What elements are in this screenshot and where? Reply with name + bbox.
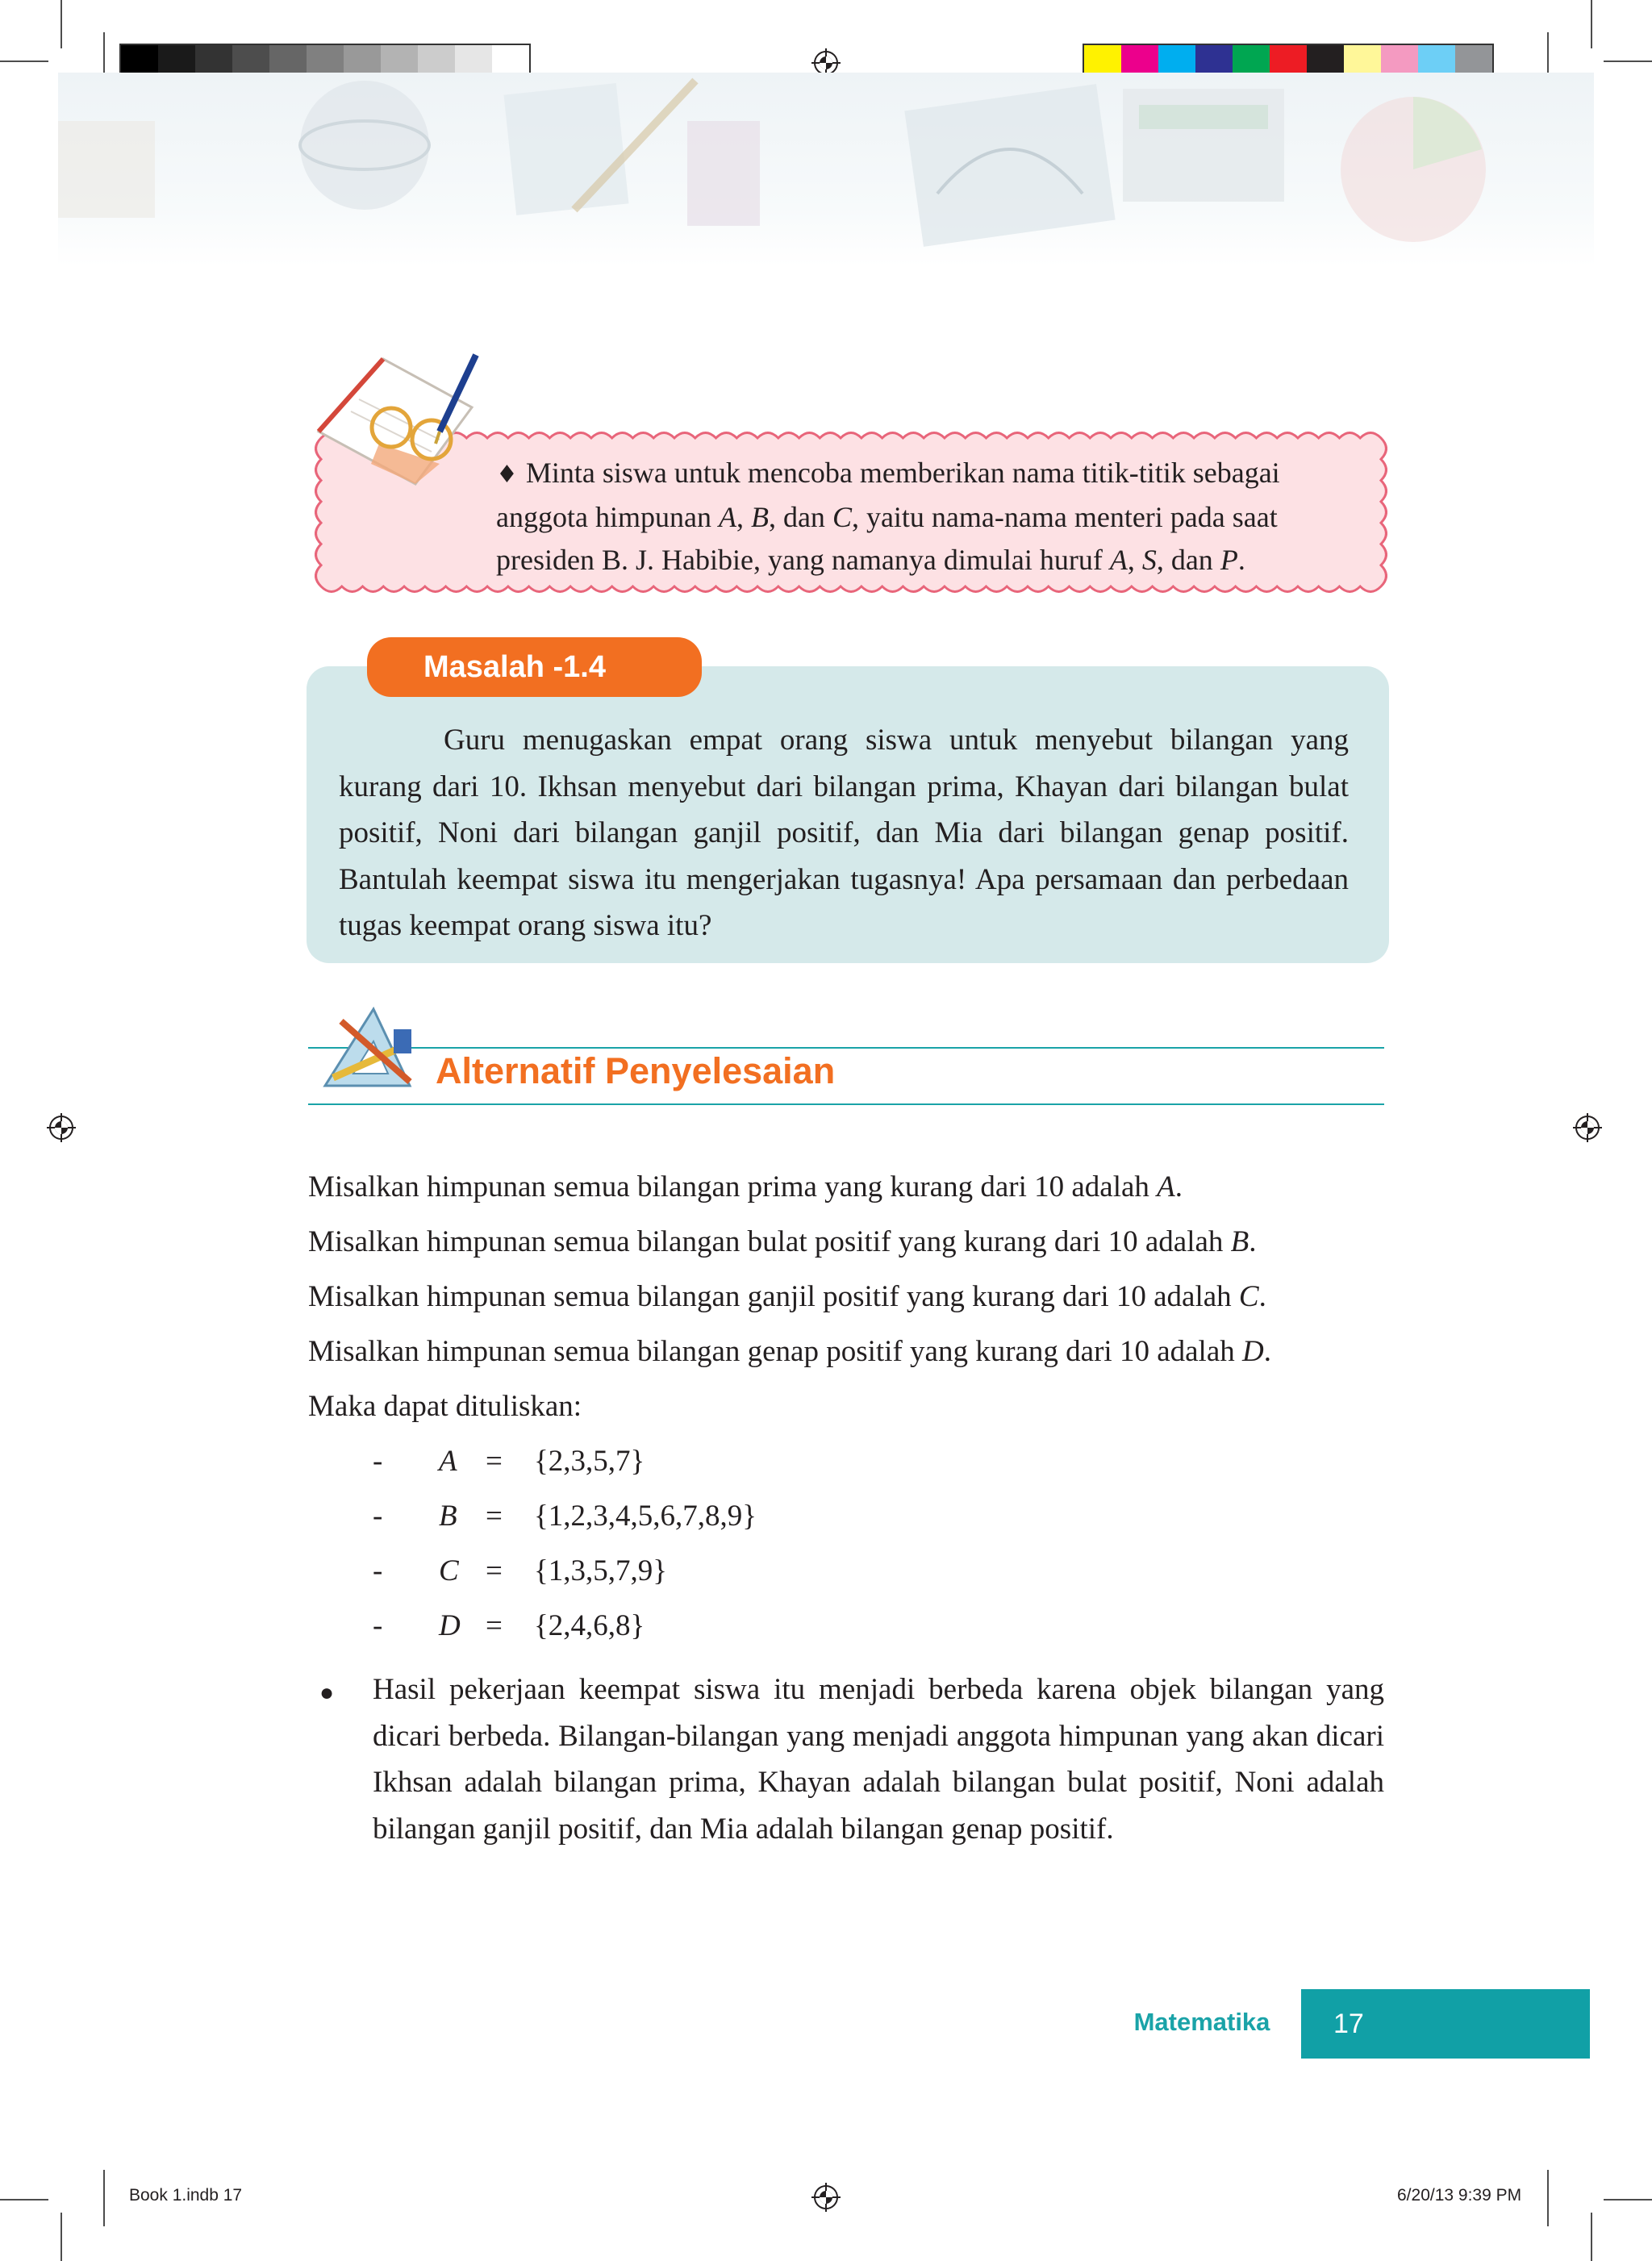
crop-mark [1604, 60, 1652, 62]
definition-text: Misalkan himpunan semua bilangan prima yang kurang dari 10 adalah [308, 1170, 1158, 1204]
note-text-fragment: , [1127, 544, 1142, 576]
header-illustration [58, 73, 1594, 266]
definition-end: . [1249, 1225, 1257, 1258]
bullet-icon: ● [319, 1679, 335, 1706]
set-variable: D [439, 1609, 461, 1642]
definition-line [308, 1168, 1183, 1207]
definition-text: Misalkan himpunan semua bilangan genap positif yang kurang dari 10 adalah [308, 1335, 1243, 1368]
definition-end: . [1174, 1170, 1183, 1204]
set-variable: C [832, 501, 852, 533]
math-tools-background-icon [58, 73, 1594, 266]
definition-line [308, 1223, 1257, 1262]
problem-tab-label: Masalah -1.4 [367, 637, 702, 697]
list-dash: - [373, 1554, 383, 1587]
list-dash: - [373, 1500, 383, 1533]
note-text-fragment: presiden B. J. Habibie, yang namanya dimulai huruf [496, 544, 1110, 576]
note-text-fragment: , yaitu nama-nama menteri pada saat [851, 501, 1278, 533]
definition-line [308, 1333, 1271, 1371]
equals-sign: = [486, 1500, 503, 1533]
explanation-paragraph: Hasil pekerjaan keempat siswa itu menjadi berbeda karena objek bilangan yang dicari berbeda. Bilangan-bilangan yang menjadi anggota himpunan yang akan dicari Ikhsan adalah bilangan prima, Khayan adalah bilangan bulat positif, Noni adalah bilangan ganjil positif, dan Mia adalah bilangan genap positif. [373, 1673, 1384, 1846]
set-variable: A [439, 1445, 457, 1478]
problem-text: Guru menugaskan empat orang siswa untuk menyebut bilangan yang kurang dari 10. Ikhsan menyebut dari bilangan prima, Khayan dari bilangan bulat positif, Noni dari bilangan ganjil positif, dan Mia dari bilangan genap positif. Bantulah keempat siswa itu mengerjakan tugasnya! Apa persamaan dan perbedaan tugas keempat orang siswa itu? [339, 724, 1349, 942]
set-variable: P [1220, 544, 1238, 576]
crop-mark [1591, 0, 1592, 48]
section-title: Alternatif Penyelesaian [436, 1050, 836, 1091]
set-variable: B [750, 501, 769, 533]
set-variable: D [1242, 1335, 1264, 1368]
registration-mark-icon [1573, 1113, 1602, 1142]
crop-mark [60, 0, 62, 48]
set-variable: S [1141, 544, 1157, 576]
definition-line [308, 1278, 1266, 1316]
crop-mark [60, 2213, 62, 2261]
diamond-icon: ♦ [496, 461, 518, 489]
set-value: {1,2,3,4,5,6,7,8,9} [534, 1500, 757, 1533]
set-value: {1,3,5,7,9} [534, 1554, 668, 1587]
registration-mark-icon [47, 1113, 76, 1142]
slug-timestamp: 6/20/13 9:39 PM [1397, 2186, 1522, 2205]
footer-subject: Matematika [1133, 2008, 1270, 2036]
definition-end: . [1263, 1335, 1271, 1368]
definition-text: Misalkan himpunan semua bilangan ganjil positif yang kurang dari 10 adalah [308, 1280, 1239, 1313]
set-variable: B [1230, 1225, 1249, 1258]
set-value: {2,3,5,7} [534, 1445, 645, 1478]
set-value: {2,4,6,8} [534, 1609, 645, 1642]
note-line-1: Minta siswa untuk mencoba memberikan nama titik-titik sebagai [525, 457, 1280, 489]
equals-sign: = [486, 1445, 503, 1478]
set-variable: C [1238, 1280, 1259, 1313]
note-text-fragment: anggota himpunan [496, 501, 719, 533]
set-variable: A [718, 501, 736, 533]
crop-mark [103, 2170, 105, 2226]
note-text-fragment: . [1237, 544, 1245, 576]
set-variable: A [1157, 1170, 1175, 1204]
notebook-glasses-pen-icon [311, 343, 496, 488]
crop-mark [0, 60, 48, 62]
set-variable: C [439, 1554, 459, 1587]
crop-mark [1591, 2213, 1592, 2261]
conclusion-line: Maka dapat dituliskan: [308, 1390, 582, 1423]
set-variable: A [1109, 544, 1128, 576]
definition-end: . [1258, 1280, 1266, 1313]
slug-file-info: Book 1.indb 17 [129, 2186, 243, 2205]
note-text-fragment: , dan [768, 501, 832, 533]
note-text-fragment: , [736, 501, 751, 533]
list-dash: - [373, 1609, 383, 1642]
section-bottom-rule [308, 1103, 1384, 1105]
equals-sign: = [486, 1609, 503, 1642]
crop-mark [1547, 2170, 1549, 2226]
definition-text: Misalkan himpunan semua bilangan bulat positif yang kurang dari 10 adalah [308, 1225, 1231, 1258]
set-variable: B [439, 1500, 457, 1533]
note-text-fragment: , dan [1156, 544, 1220, 576]
page-number: 17 [1301, 1989, 1590, 2059]
registration-mark-icon [811, 2183, 841, 2212]
crop-mark [0, 2199, 48, 2201]
list-dash: - [373, 1445, 383, 1478]
equals-sign: = [486, 1554, 503, 1587]
teacher-note-text [496, 452, 1351, 582]
ruler-pencil-icon [317, 997, 422, 1094]
crop-mark [1604, 2199, 1652, 2201]
